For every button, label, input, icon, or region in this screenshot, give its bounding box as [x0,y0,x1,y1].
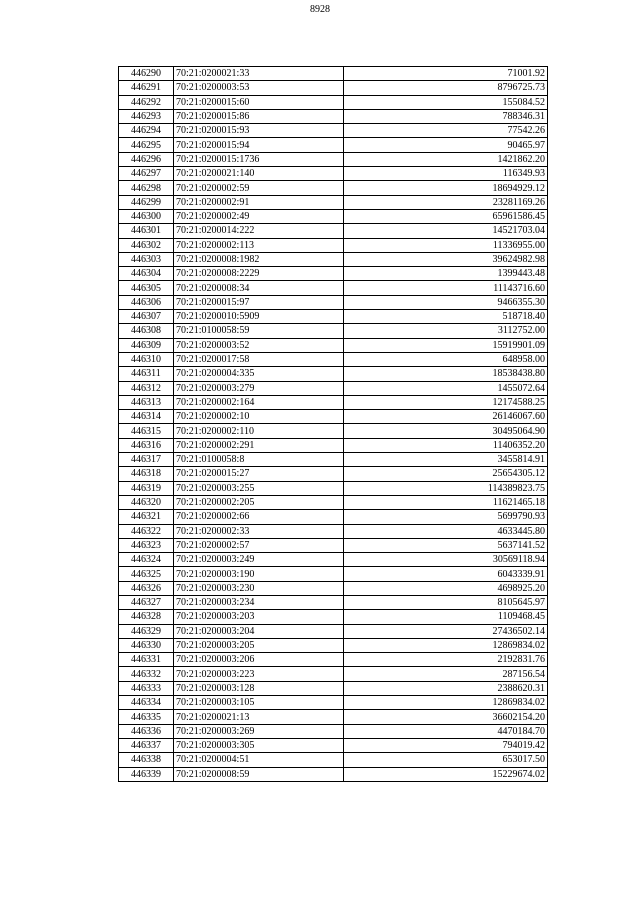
row-number-cell: 446308 [119,324,174,338]
cadastral-value-cell: 15919901.09 [344,338,548,352]
cadastral-number-cell: 70:21:0200008:59 [174,767,344,781]
cadastral-number-cell: 70:21:0200008:2229 [174,267,344,281]
table-row [119,152,548,166]
row-number-cell: 446327 [119,595,174,609]
cadastral-number-cell: 70:21:0200017:58 [174,352,344,366]
table-row [119,281,548,295]
table-row [119,81,548,95]
cadastral-number-cell: 70:21:0200002:91 [174,195,344,209]
cadastral-value-cell: 2192831.76 [344,653,548,667]
row-number-cell: 446334 [119,696,174,710]
cadastral-value-cell: 3455814.91 [344,453,548,467]
cadastral-value-cell: 4698925.20 [344,581,548,595]
cadastral-number-cell: 70:21:0200003:204 [174,624,344,638]
cadastral-number-cell: 70:21:0200010:5909 [174,310,344,324]
cadastral-value-cell: 39624982.98 [344,252,548,266]
cadastral-number-cell: 70:21:0200004:335 [174,367,344,381]
row-number-cell: 446323 [119,538,174,552]
row-number-cell: 446317 [119,453,174,467]
cadastral-number-cell: 70:21:0200002:59 [174,181,344,195]
cadastral-number-cell: 70:21:0200003:269 [174,724,344,738]
cadastral-number-cell: 70:21:0200015:27 [174,467,344,481]
cadastral-number-cell: 70:21:0200002:164 [174,395,344,409]
row-number-cell: 446291 [119,81,174,95]
table-row [119,767,548,781]
row-number-cell: 446299 [119,195,174,209]
cadastral-value-cell: 518718.40 [344,310,548,324]
table-row [119,553,548,567]
cadastral-value-cell: 4470184.70 [344,724,548,738]
table-row [119,738,548,752]
row-number-cell: 446298 [119,181,174,195]
cadastral-value-cell: 12174588.25 [344,395,548,409]
table-row [119,753,548,767]
table-row [119,624,548,638]
table-row [119,410,548,424]
cadastral-number-cell: 70:21:0200002:113 [174,238,344,252]
table-row [119,710,548,724]
cadastral-number-cell: 70:21:0200008:34 [174,281,344,295]
cadastral-number-cell: 70:21:0200014:222 [174,224,344,238]
cadastral-number-cell: 70:21:0200003:52 [174,338,344,352]
cadastral-value-cell: 287156.54 [344,667,548,681]
row-number-cell: 446337 [119,738,174,752]
table-row [119,581,548,595]
row-number-cell: 446321 [119,510,174,524]
cadastral-value-cell: 9466355.30 [344,295,548,309]
row-number-cell: 446300 [119,209,174,223]
cadastral-number-cell: 70:21:0200002:66 [174,510,344,524]
row-number-cell: 446319 [119,481,174,495]
cadastral-value-cell: 14521703.04 [344,224,548,238]
table-body [119,67,548,782]
row-number-cell: 446315 [119,424,174,438]
cadastral-value-cell: 3112752.00 [344,324,548,338]
cadastral-value-cell: 90465.97 [344,138,548,152]
row-number-cell: 446301 [119,224,174,238]
table-row [119,696,548,710]
cadastral-value-cell: 1109468.45 [344,610,548,624]
cadastral-value-cell: 77542.26 [344,124,548,138]
table-row [119,67,548,81]
cadastral-number-cell: 70:21:0200003:234 [174,595,344,609]
table-row [119,724,548,738]
table-row [119,567,548,581]
table-row [119,395,548,409]
table-row [119,352,548,366]
row-number-cell: 446295 [119,138,174,152]
cadastral-value-cell: 6043339.91 [344,567,548,581]
table-row [119,252,548,266]
cadastral-value-cell: 1421862.20 [344,152,548,166]
table-row [119,453,548,467]
row-number-cell: 446296 [119,152,174,166]
table-row [119,653,548,667]
table-row [119,209,548,223]
cadastral-value-cell: 11143716.60 [344,281,548,295]
row-number-cell: 446310 [119,352,174,366]
row-number-cell: 446307 [119,310,174,324]
cadastral-number-cell: 70:21:0200015:60 [174,95,344,109]
cadastral-number-cell: 70:21:0200003:105 [174,696,344,710]
row-number-cell: 446335 [119,710,174,724]
cadastral-number-cell: 70:21:0200003:279 [174,381,344,395]
cadastral-number-cell: 70:21:0200015:94 [174,138,344,152]
table-row [119,267,548,281]
row-number-cell: 446313 [119,395,174,409]
row-number-cell: 446320 [119,495,174,509]
table-row [119,467,548,481]
cadastral-value-cell: 788346.31 [344,109,548,123]
row-number-cell: 446326 [119,581,174,595]
row-number-cell: 446328 [119,610,174,624]
row-number-cell: 446297 [119,167,174,181]
table-row [119,510,548,524]
cadastral-value-cell: 648958.00 [344,352,548,366]
row-number-cell: 446318 [119,467,174,481]
table-row [119,195,548,209]
row-number-cell: 446302 [119,238,174,252]
row-number-cell: 446303 [119,252,174,266]
table-row [119,238,548,252]
cadastral-value-cell: 116349.93 [344,167,548,181]
row-number-cell: 446305 [119,281,174,295]
cadastral-number-cell: 70:21:0200021:13 [174,710,344,724]
table-row [119,338,548,352]
cadastral-value-cell: 2388620.31 [344,681,548,695]
cadastral-value-cell: 11621465.18 [344,495,548,509]
row-number-cell: 446312 [119,381,174,395]
row-number-cell: 446294 [119,124,174,138]
cadastral-value-cell: 71001.92 [344,67,548,81]
cadastral-number-cell: 70:21:0100058:59 [174,324,344,338]
cadastral-number-cell: 70:21:0200003:205 [174,638,344,652]
cadastral-number-cell: 70:21:0200015:93 [174,124,344,138]
table-row [119,367,548,381]
cadastral-value-cell: 18694929.12 [344,181,548,195]
table-row [119,538,548,552]
cadastral-value-cell: 23281169.26 [344,195,548,209]
row-number-cell: 446309 [119,338,174,352]
cadastral-value-cell: 25654305.12 [344,467,548,481]
table-row [119,481,548,495]
row-number-cell: 446316 [119,438,174,452]
cadastral-value-cell: 36602154.20 [344,710,548,724]
cadastral-value-cell: 12869834.02 [344,696,548,710]
cadastral-number-cell: 70:21:0200021:33 [174,67,344,81]
table-row [119,681,548,695]
table-row [119,167,548,181]
row-number-cell: 446324 [119,553,174,567]
row-number-cell: 446304 [119,267,174,281]
row-number-cell: 446322 [119,524,174,538]
table-row [119,610,548,624]
cadastral-number-cell: 70:21:0200003:223 [174,667,344,681]
row-number-cell: 446292 [119,95,174,109]
table-row [119,124,548,138]
cadastral-value-cell: 1399443.48 [344,267,548,281]
cadastral-value-cell: 65961586.45 [344,209,548,223]
cadastral-value-cell: 5699790.93 [344,510,548,524]
row-number-cell: 446333 [119,681,174,695]
cadastral-number-cell: 70:21:0200003:190 [174,567,344,581]
table-row [119,381,548,395]
row-number-cell: 446330 [119,638,174,652]
table-row [119,138,548,152]
cadastral-number-cell: 70:21:0200015:97 [174,295,344,309]
cadastral-value-cell: 155084.52 [344,95,548,109]
row-number-cell: 446336 [119,724,174,738]
cadastral-number-cell: 70:21:0200002:33 [174,524,344,538]
row-number-cell: 446332 [119,667,174,681]
cadastral-value-cell: 653017.50 [344,753,548,767]
cadastral-value-cell: 114389823.75 [344,481,548,495]
row-number-cell: 446293 [119,109,174,123]
cadastral-value-table [118,66,548,782]
table-row [119,95,548,109]
cadastral-number-cell: 70:21:0200002:110 [174,424,344,438]
row-number-cell: 446311 [119,367,174,381]
cadastral-number-cell: 70:21:0200015:86 [174,109,344,123]
cadastral-number-cell: 70:21:0200002:291 [174,438,344,452]
table-row [119,438,548,452]
table-row [119,638,548,652]
cadastral-value-cell: 1455072.64 [344,381,548,395]
cadastral-number-cell: 70:21:0200003:203 [174,610,344,624]
cadastral-value-cell: 15229674.02 [344,767,548,781]
cadastral-number-cell: 70:21:0200002:57 [174,538,344,552]
cadastral-value-cell: 4633445.80 [344,524,548,538]
cadastral-number-cell: 70:21:0200003:206 [174,653,344,667]
cadastral-number-cell: 70:21:0200003:53 [174,81,344,95]
table-row [119,324,548,338]
table-row [119,495,548,509]
cadastral-number-cell: 70:21:0200004:51 [174,753,344,767]
cadastral-number-cell: 70:21:0200021:140 [174,167,344,181]
cadastral-number-cell: 70:21:0200003:255 [174,481,344,495]
cadastral-number-cell: 70:21:0200002:49 [174,209,344,223]
table-row [119,667,548,681]
cadastral-value-cell: 11336955.00 [344,238,548,252]
row-number-cell: 446325 [119,567,174,581]
row-number-cell: 446314 [119,410,174,424]
page-number: 8928 [310,4,330,15]
cadastral-value-cell: 794019.42 [344,738,548,752]
cadastral-value-cell: 8105645.97 [344,595,548,609]
cadastral-value-cell: 12869834.02 [344,638,548,652]
cadastral-value-cell: 18538438.80 [344,367,548,381]
table-row [119,181,548,195]
cadastral-value-cell: 26146067.60 [344,410,548,424]
table-row [119,310,548,324]
cadastral-number-cell: 70:21:0100058:8 [174,453,344,467]
cadastral-value-cell: 5637141.52 [344,538,548,552]
cadastral-number-cell: 70:21:0200015:1736 [174,152,344,166]
cadastral-number-cell: 70:21:0200003:249 [174,553,344,567]
cadastral-number-cell: 70:21:0200002:10 [174,410,344,424]
row-number-cell: 446329 [119,624,174,638]
row-number-cell: 446306 [119,295,174,309]
row-number-cell: 446338 [119,753,174,767]
cadastral-value-cell: 11406352.20 [344,438,548,452]
table-row [119,524,548,538]
table-row [119,595,548,609]
cadastral-number-cell: 70:21:0200003:128 [174,681,344,695]
cadastral-number-cell: 70:21:0200003:230 [174,581,344,595]
row-number-cell: 446331 [119,653,174,667]
table-row [119,224,548,238]
cadastral-value-cell: 8796725.73 [344,81,548,95]
cadastral-value-cell: 30495064.90 [344,424,548,438]
row-number-cell: 446290 [119,67,174,81]
cadastral-number-cell: 70:21:0200003:305 [174,738,344,752]
cadastral-number-cell: 70:21:0200008:1982 [174,252,344,266]
cadastral-number-cell: 70:21:0200002:205 [174,495,344,509]
table-row [119,109,548,123]
row-number-cell: 446339 [119,767,174,781]
cadastral-value-cell: 27436502.14 [344,624,548,638]
table-row [119,424,548,438]
table-row [119,295,548,309]
cadastral-value-cell: 30569118.94 [344,553,548,567]
